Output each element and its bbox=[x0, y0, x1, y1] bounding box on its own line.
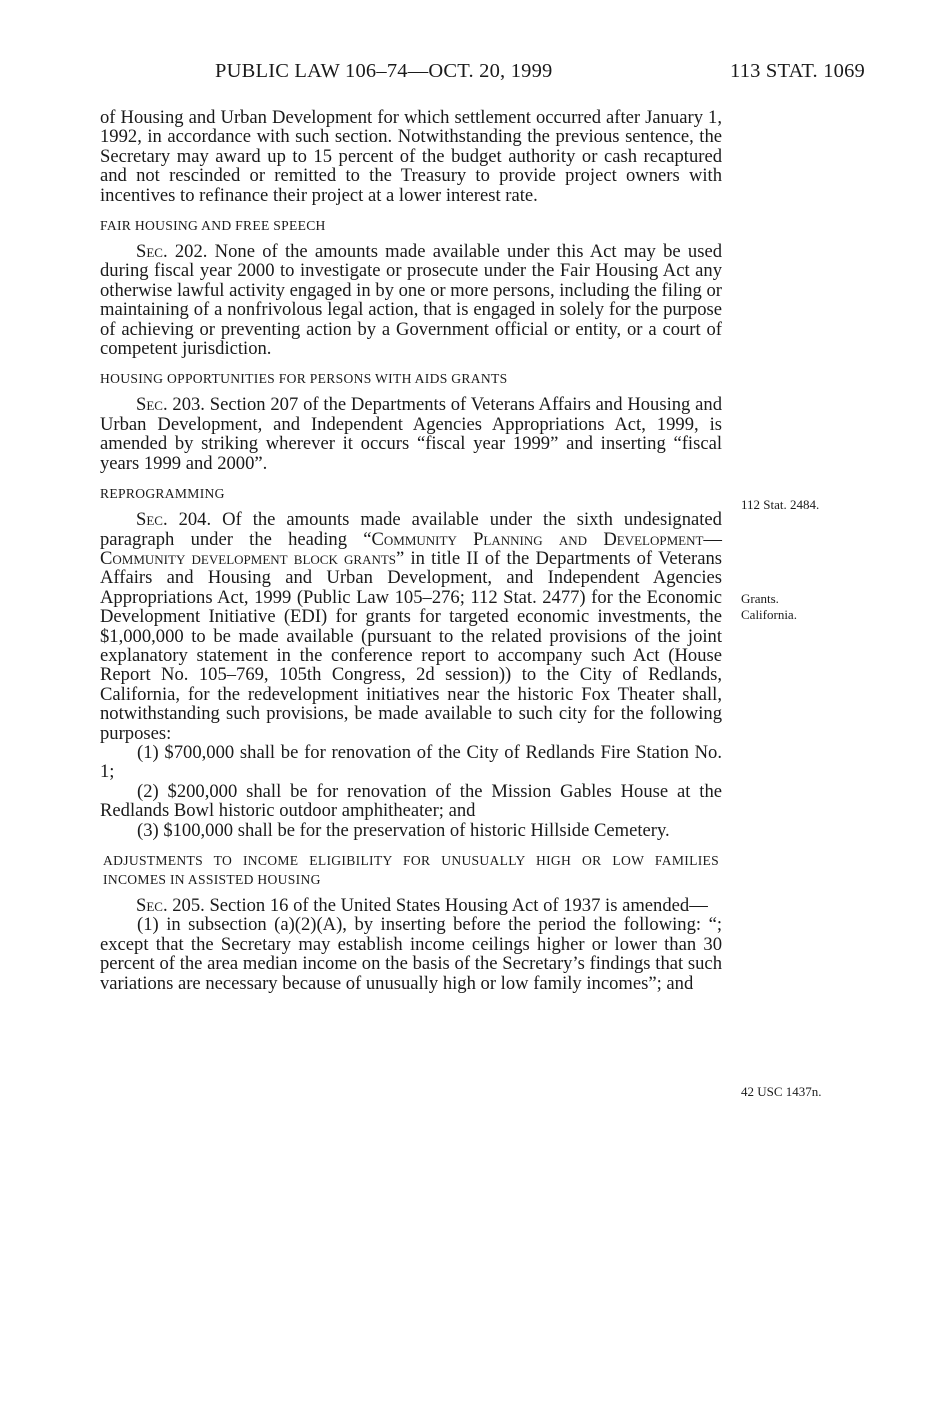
section-label: Sec. 204. bbox=[136, 509, 212, 531]
section-label: Sec. 205. bbox=[136, 895, 205, 916]
section-label: Sec. 203. bbox=[136, 394, 205, 416]
smallcaps-heading: Community Planning and Development—Community development block grants bbox=[100, 528, 722, 569]
section-204 bbox=[100, 510, 722, 743]
heading-income-eligibility: ADJUSTMENTS TO INCOME ELIGIBILITY FOR UNUSUALLY HIGH OR LOW FAMILIES INCOMES IN ASSISTED HOUSING bbox=[103, 853, 719, 887]
heading-reprogramming: REPROGRAMMING bbox=[100, 486, 225, 502]
marginal-note-usc: 42 USC 1437n. bbox=[741, 1084, 822, 1099]
list-item: (2) $200,000 shall be for renovation of the Mission Gables House at the Redlands Bowl historic outdoor amphitheater; and bbox=[100, 780, 722, 822]
list-item: (1) $700,000 shall be for renovation of the City of Redlands Fire Station No. 1; bbox=[100, 741, 722, 783]
heading-aids-grants: HOUSING OPPORTUNITIES FOR PERSONS WITH AIDS GRANTS bbox=[100, 371, 508, 387]
section-label: Sec. 202. bbox=[136, 241, 208, 263]
section-205 bbox=[100, 896, 722, 915]
section-text: Section 207 of the Departments of Veterans Affairs and Housing and Urban Development, and Independent Agencies Appropriations Act, 1999, is amended by striking wherever it occurs “fiscal year 1999” and inserting “fiscal years 1999 and 2000”. bbox=[100, 394, 723, 474]
statute-page-ref: 113 STAT. 1069 bbox=[730, 60, 865, 82]
section-202 bbox=[100, 242, 722, 358]
intro-paragraph: of Housing and Urban Development for which settlement occurred after January 1, 1992, in accordance with such section. Notwithstanding the previous sentence, the Secretary may award up to 15 percent of the budget authority or cash recaptured and not rescinded or remitted to the Treasury to provide project owners with incentives to refinance their project at a lower interest rate. bbox=[100, 107, 722, 206]
section-text: None of the amounts made available under this Act may be used during fiscal year 2000 to investigate or prosecute under the Fair Housing Act any otherwise lawful activity engaged in by one or more persons, including the filing or maintaining of a nonfrivolous legal action, that is engaged in solely for the purpose of achieving or preventing action by a Government official or entity, or a court of competent jurisdiction. bbox=[100, 241, 723, 360]
section-text: Section 16 of the United States Housing Act of 1937 is amended— bbox=[209, 895, 708, 916]
law-title: PUBLIC LAW 106–74—OCT. 20, 1999 bbox=[215, 60, 553, 82]
list-item: (3) $100,000 shall be for the preservation of historic Hillside Cemetery. bbox=[137, 819, 670, 841]
marginal-note-stat: 112 Stat. 2484. bbox=[741, 497, 820, 512]
marginal-note-grants: Grants. bbox=[741, 591, 779, 606]
list-item: (1) in subsection (a)(2)(A), by inserting before the period the following: “; except that the Secretary may establish income ceilings higher or lower than 30 percent of the area median income on the basis of the Secretary’s findings that such variations are necessary because of unusually high or low family incomes”; and bbox=[100, 914, 722, 994]
heading-fair-housing: FAIR HOUSING AND FREE SPEECH bbox=[100, 218, 326, 234]
body-text bbox=[100, 108, 722, 993]
section-text-end: ” in title II of the Departments of Veterans Affairs and Housing and Urban Development, and Independent Agencies Appropriations Act, 1999 (Public Law 105–276; 112 Stat. 2477) for the Economic Development Initiative (EDI) for grants for targeted economic investments, the $1,000,000 to be made available (pursuant to the related provisions of the joint explanatory statement in the conference report to accompany such Act (House Report No. 105–769, 105th Congress, 2d session)) to the City of Redlands, California, for the redevelopment initiatives near the historic Fox Theater shall, notwithstanding such provisions, be made available to such city for the following purposes: bbox=[100, 547, 722, 744]
section-203 bbox=[100, 395, 722, 473]
section-text-start: Of the amounts made available under the sixth undesignated paragraph under the heading “ bbox=[100, 509, 722, 550]
running-head bbox=[100, 60, 865, 88]
marginal-note-california: California. bbox=[741, 607, 797, 622]
